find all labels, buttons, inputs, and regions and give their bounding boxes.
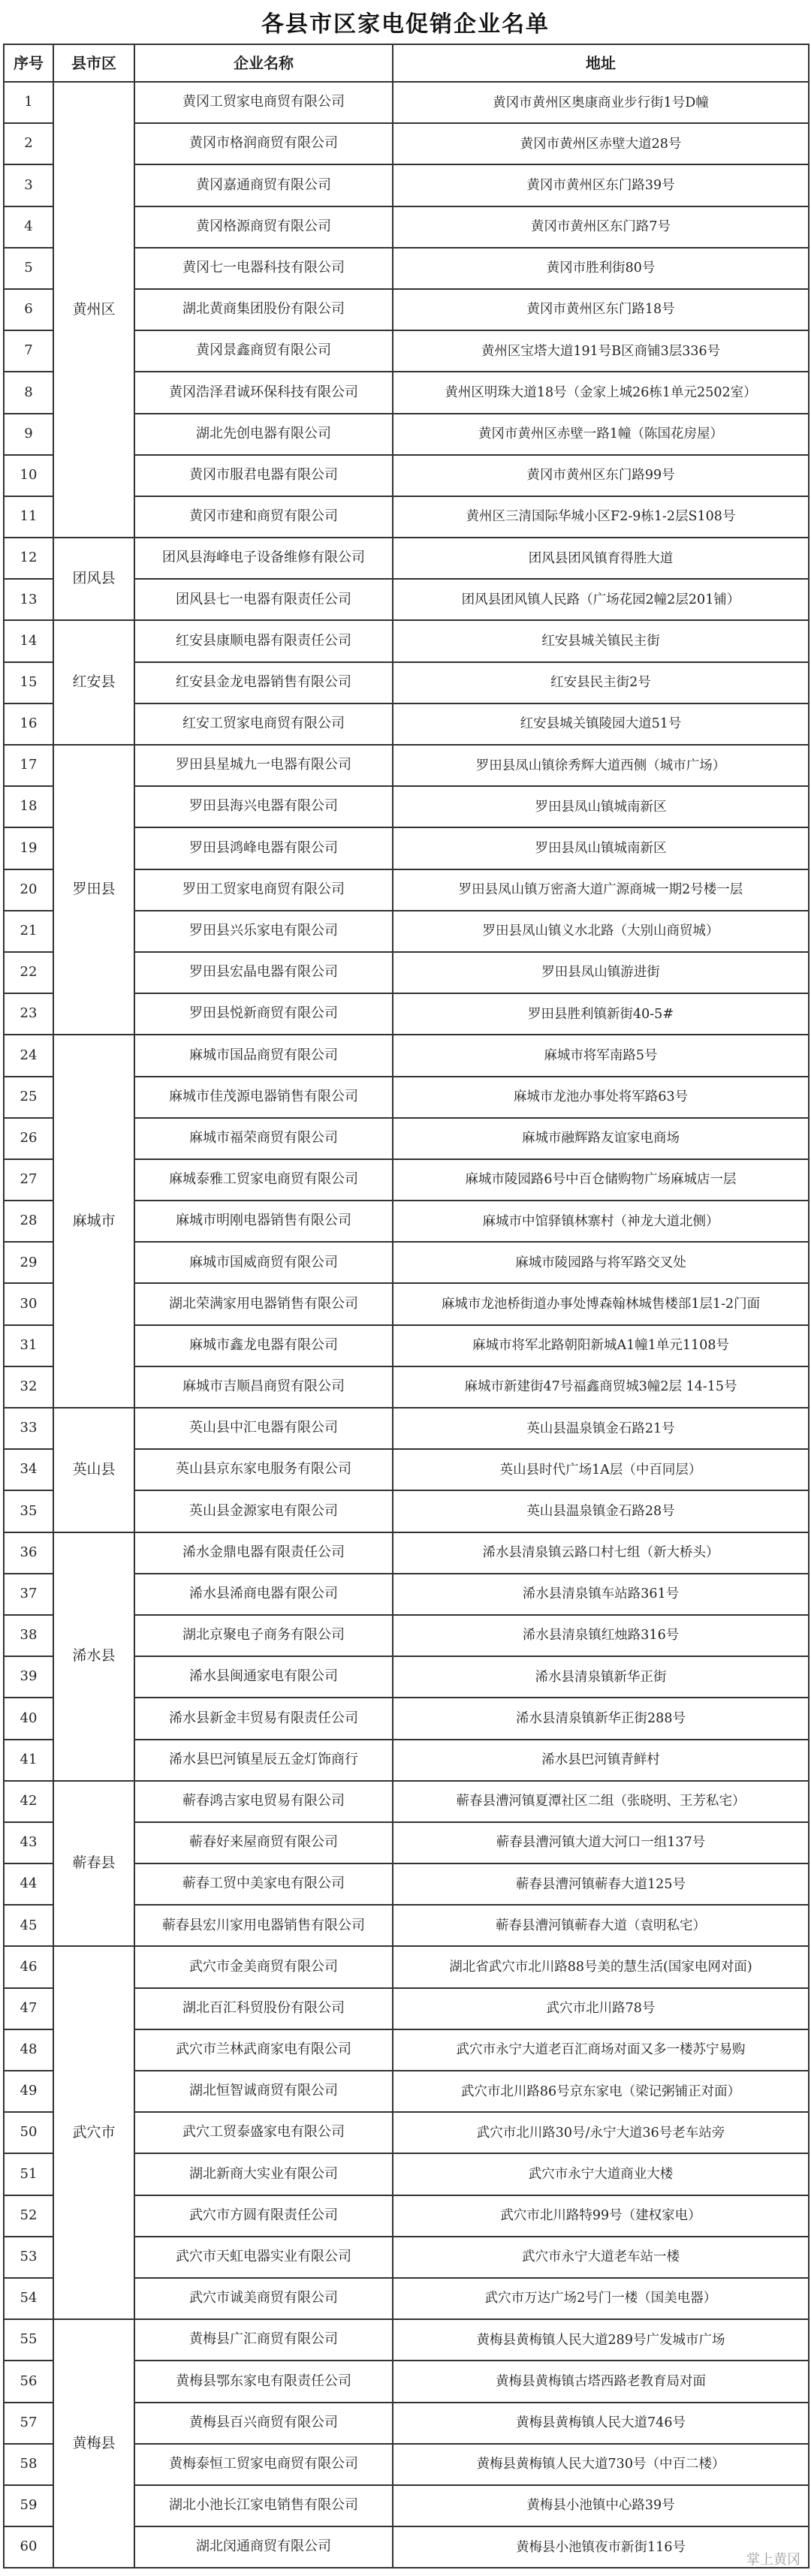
company-name: 团风县海峰电子设备维修有限公司 (134, 538, 393, 579)
company-address: 黄州区宝塔大道191号B区商铺3层336号 (393, 330, 809, 372)
company-name: 罗田县海兴电器有限公司 (134, 786, 393, 827)
row-index: 20 (4, 869, 53, 911)
header-index: 序号 (4, 44, 53, 82)
company-name: 英山县金源家电有限公司 (134, 1490, 393, 1532)
company-name: 罗田县星城九一电器有限公司 (134, 745, 393, 786)
company-address: 麻城市陵园路与将军路交叉处 (393, 1242, 809, 1283)
company-name: 罗田县兴乐家电有限公司 (134, 911, 393, 952)
company-name: 英山县京东家电服务有限公司 (134, 1449, 393, 1490)
company-name: 英山县中汇电器有限公司 (134, 1408, 393, 1449)
company-address: 黄冈市黄州区赤壁一路1幢（陈国花房屋） (393, 414, 809, 455)
company-address: 团风县团风镇育得胜大道 (393, 538, 809, 579)
company-address: 麻城市新建街47号福鑫商贸城3幢2层 14-15号 (393, 1366, 809, 1408)
company-name: 湖北闵通商贸有限公司 (134, 2526, 393, 2568)
county-cell: 红安县 (53, 620, 134, 745)
company-name: 黄冈市服君电器有限公司 (134, 455, 393, 496)
company-address: 武穴市万达广场2号门一楼（国美电器） (393, 2278, 809, 2319)
header-company: 企业名称 (134, 44, 393, 82)
row-index: 27 (4, 1159, 53, 1201)
table-row (4, 1946, 809, 1987)
header-address: 地址 (393, 44, 809, 82)
row-index: 6 (4, 289, 53, 330)
company-name: 麻城市吉顺昌商贸有限公司 (134, 1366, 393, 1408)
company-address: 麻城市将军南路5号 (393, 1035, 809, 1076)
company-address: 罗田县胜利镇新街40-5# (393, 993, 809, 1035)
company-address: 红安县民主街2号 (393, 662, 809, 704)
company-address: 黄梅县小池镇夜市新街116号 (393, 2526, 809, 2568)
row-index: 25 (4, 1077, 53, 1118)
row-index: 9 (4, 414, 53, 455)
row-index: 23 (4, 993, 53, 1035)
company-name: 麻城市明刚电器销售有限公司 (134, 1201, 393, 1242)
row-index: 24 (4, 1035, 53, 1076)
company-address: 蕲春县漕河镇蕲春大道（袁明私宅） (393, 1905, 809, 1946)
table-row (4, 745, 809, 786)
row-index: 60 (4, 2526, 53, 2568)
company-address: 蕲春县漕河镇夏潭社区二组（张晓明、王芳私宅） (393, 1781, 809, 1822)
row-index: 32 (4, 1366, 53, 1408)
company-address: 罗田县凤山镇徐秀辉大道西侧（城市广场） (393, 745, 809, 786)
company-name: 浠水县巴河镇星辰五金灯饰商行 (134, 1740, 393, 1781)
company-address: 浠水县清泉镇红烛路316号 (393, 1615, 809, 1656)
company-address: 黄冈市胜利街80号 (393, 248, 809, 289)
row-index: 49 (4, 2071, 53, 2112)
company-address: 黄冈市黄州区赤壁大道28号 (393, 123, 809, 164)
company-address: 英山县时代广场1A层（中百同层） (393, 1449, 809, 1490)
company-address: 英山县温泉镇金石路28号 (393, 1490, 809, 1532)
company-name: 罗田县鸿峰电器有限公司 (134, 827, 393, 869)
company-address: 罗田县凤山镇城南新区 (393, 827, 809, 869)
company-name: 浠水县闽通家电有限公司 (134, 1656, 393, 1698)
table-row (4, 1408, 809, 1449)
company-address: 湖北省武穴市北川路88号美的慧生活(国家电网对面) (393, 1946, 809, 1987)
company-name: 麻城市佳茂源电器销售有限公司 (134, 1077, 393, 1118)
row-index: 22 (4, 952, 53, 993)
row-index: 41 (4, 1740, 53, 1781)
table-row (4, 1532, 809, 1574)
table-row (4, 82, 809, 123)
company-name: 黄梅县百兴商贸有限公司 (134, 2403, 393, 2444)
company-name: 湖北先创电器有限公司 (134, 414, 393, 455)
company-address: 黄州区三清国际华城小区F2-9栋1-2层S108号 (393, 496, 809, 538)
company-name: 湖北百汇科贸股份有限公司 (134, 1988, 393, 2029)
page-title: 各县市区家电促销企业名单 (261, 11, 550, 38)
row-index: 56 (4, 2361, 53, 2402)
row-index: 48 (4, 2029, 53, 2071)
company-name: 武穴市天虹电器实业有限公司 (134, 2237, 393, 2278)
company-name: 红安县康顺电器有限责任公司 (134, 620, 393, 661)
company-name: 麻城市鑫龙电器有限公司 (134, 1325, 393, 1366)
company-name: 蕲春县宏川家用电器销售有限公司 (134, 1905, 393, 1946)
table-body (4, 82, 809, 2568)
company-address: 英山县温泉镇金石路21号 (393, 1408, 809, 1449)
row-index: 58 (4, 2444, 53, 2485)
company-name: 武穴市金美商贸有限公司 (134, 1946, 393, 1987)
company-address: 麻城市龙池桥街道办事处博森翰林城售楼部1层1-2门面 (393, 1283, 809, 1324)
row-index: 11 (4, 496, 53, 538)
county-cell: 团风县 (53, 538, 134, 620)
row-index: 26 (4, 1118, 53, 1159)
row-index: 45 (4, 1905, 53, 1946)
company-name: 红安工贸家电商贸有限公司 (134, 704, 393, 745)
company-address: 黄梅县黄梅镇古塔西路老教育局对面 (393, 2361, 809, 2402)
company-name: 罗田县宏晶电器有限公司 (134, 952, 393, 993)
company-name: 黄冈工贸家电商贸有限公司 (134, 82, 393, 123)
company-address: 浠水县巴河镇青鲜村 (393, 1740, 809, 1781)
county-cell: 黄州区 (53, 82, 134, 538)
row-index: 42 (4, 1781, 53, 1822)
row-index: 1 (4, 82, 53, 123)
row-index: 28 (4, 1201, 53, 1242)
row-index: 4 (4, 206, 53, 248)
row-index: 43 (4, 1822, 53, 1863)
company-name: 武穴市方圆有限责任公司 (134, 2195, 393, 2237)
company-name: 团风县七一电器有限责任公司 (134, 579, 393, 620)
watermark: 掌上黄冈 (746, 2552, 800, 2568)
company-name: 武穴工贸泰盛家电有限公司 (134, 2112, 393, 2153)
row-index: 18 (4, 786, 53, 827)
company-address: 武穴市永宁大道老车站一楼 (393, 2237, 809, 2278)
row-index: 59 (4, 2485, 53, 2526)
row-index: 37 (4, 1574, 53, 1615)
row-index: 12 (4, 538, 53, 579)
company-address: 罗田县凤山镇游进街 (393, 952, 809, 993)
row-index: 51 (4, 2153, 53, 2195)
row-index: 36 (4, 1532, 53, 1574)
company-address: 红安县城关镇陵园大道51号 (393, 704, 809, 745)
company-address: 黄州区明珠大道18号（金家上城26栋1单元2502室） (393, 372, 809, 413)
row-index: 46 (4, 1946, 53, 1987)
row-index: 40 (4, 1698, 53, 1739)
header-row (4, 44, 809, 82)
company-address: 麻城市龙池办事处将军路63号 (393, 1077, 809, 1118)
row-index: 50 (4, 2112, 53, 2153)
company-address: 黄梅县黄梅镇人民大道746号 (393, 2403, 809, 2444)
company-name: 浠水县浠商电器有限公司 (134, 1574, 393, 1615)
company-address: 罗田县凤山镇城南新区 (393, 786, 809, 827)
row-index: 8 (4, 372, 53, 413)
row-index: 16 (4, 704, 53, 745)
row-index: 53 (4, 2237, 53, 2278)
row-index: 55 (4, 2319, 53, 2361)
company-address: 团风县团风镇人民路（广场花园2幢2层201铺） (393, 579, 809, 620)
row-index: 31 (4, 1325, 53, 1366)
company-address: 麻城市融辉路友谊家电商场 (393, 1118, 809, 1159)
row-index: 39 (4, 1656, 53, 1698)
company-address: 蕲春县漕河镇蕲春大道125号 (393, 1863, 809, 1905)
row-index: 57 (4, 2403, 53, 2444)
row-index: 5 (4, 248, 53, 289)
company-name: 麻城市福荣商贸有限公司 (134, 1118, 393, 1159)
row-index: 54 (4, 2278, 53, 2319)
company-address: 浠水县清泉镇新华正街288号 (393, 1698, 809, 1739)
company-address: 黄梅县黄梅镇人民大道289号广发城市广场 (393, 2319, 809, 2361)
county-cell: 麻城市 (53, 1035, 134, 1408)
company-address: 蕲春县漕河镇大道大河口一组137号 (393, 1822, 809, 1863)
company-name: 黄冈市建和商贸有限公司 (134, 496, 393, 538)
county-cell: 黄梅县 (53, 2319, 134, 2568)
company-address: 浠水县清泉镇新华正街 (393, 1656, 809, 1698)
company-address: 黄冈市黄州区东门路18号 (393, 289, 809, 330)
enterprise-table (3, 44, 809, 2568)
company-address: 武穴市北川路78号 (393, 1988, 809, 2029)
company-address: 武穴市北川路30号/永宁大道36号老车站旁 (393, 2112, 809, 2153)
company-name: 蕲春鸿吉家电贸易有限公司 (134, 1781, 393, 1822)
company-name: 浠水县新金丰贸易有限责任公司 (134, 1698, 393, 1739)
row-index: 47 (4, 1988, 53, 2029)
row-index: 17 (4, 745, 53, 786)
company-name: 黄冈格源商贸有限公司 (134, 206, 393, 248)
company-name: 黄梅泰恒工贸家电商贸有限公司 (134, 2444, 393, 2485)
company-address: 武穴市北川路特99号（建权家电） (393, 2195, 809, 2237)
company-address: 浠水县清泉镇车站路361号 (393, 1574, 809, 1615)
company-name: 湖北荣满家用电器销售有限公司 (134, 1283, 393, 1324)
row-index: 15 (4, 662, 53, 704)
row-index: 21 (4, 911, 53, 952)
row-index: 44 (4, 1863, 53, 1905)
company-name: 湖北小池长江家电销售有限公司 (134, 2485, 393, 2526)
row-index: 13 (4, 579, 53, 620)
company-name: 浠水金鼎电器有限责任公司 (134, 1532, 393, 1574)
company-name: 湖北京聚电子商务有限公司 (134, 1615, 393, 1656)
company-address: 麻城市中馆驿镇林寨村（神龙大道北侧） (393, 1201, 809, 1242)
row-index: 7 (4, 330, 53, 372)
company-name: 麻城市国威商贸有限公司 (134, 1242, 393, 1283)
header-county: 县市区 (53, 44, 134, 82)
row-index: 14 (4, 620, 53, 661)
county-cell: 蕲春县 (53, 1781, 134, 1947)
company-name: 麻城市国品商贸有限公司 (134, 1035, 393, 1076)
row-index: 38 (4, 1615, 53, 1656)
company-address: 浠水县清泉镇云路口村七组（新大桥头） (393, 1532, 809, 1574)
county-cell: 浠水县 (53, 1532, 134, 1781)
company-address: 罗田县凤山镇万密斋大道广源商城一期2号楼一层 (393, 869, 809, 911)
company-name: 黄冈景鑫商贸有限公司 (134, 330, 393, 372)
company-name: 黄梅县鄂东家电有限责任公司 (134, 2361, 393, 2402)
county-cell: 英山县 (53, 1408, 134, 1532)
company-name: 黄冈七一电器科技有限公司 (134, 248, 393, 289)
company-address: 武穴市永宁大道老百汇商场对面又多一楼苏宁易购 (393, 2029, 809, 2071)
company-address: 黄冈市黄州区东门路39号 (393, 164, 809, 206)
company-address: 红安县城关镇民主街 (393, 620, 809, 661)
company-address: 麻城市陵园路6号中百仓储购物广场麻城店一层 (393, 1159, 809, 1201)
row-index: 52 (4, 2195, 53, 2237)
company-name: 黄冈浩泽君诚环保科技有限公司 (134, 372, 393, 413)
county-cell: 罗田县 (53, 745, 134, 1035)
company-name: 红安县金龙电器销售有限公司 (134, 662, 393, 704)
row-index: 2 (4, 123, 53, 164)
company-address: 黄冈市黄州区东门路99号 (393, 455, 809, 496)
row-index: 35 (4, 1490, 53, 1532)
table-row (4, 620, 809, 661)
company-name: 罗田工贸家电商贸有限公司 (134, 869, 393, 911)
company-name: 罗田县悦新商贸有限公司 (134, 993, 393, 1035)
table-row (4, 2319, 809, 2361)
company-address: 黄梅县黄梅镇人民大道730号（中百二楼） (393, 2444, 809, 2485)
row-index: 3 (4, 164, 53, 206)
company-name: 黄冈市格润商贸有限公司 (134, 123, 393, 164)
row-index: 33 (4, 1408, 53, 1449)
table-row (4, 1781, 809, 1822)
company-name: 武穴市兰林武商家电有限公司 (134, 2029, 393, 2071)
company-name: 黄冈嘉通商贸有限公司 (134, 164, 393, 206)
company-name: 麻城泰雅工贸家电商贸有限公司 (134, 1159, 393, 1201)
county-cell: 武穴市 (53, 1946, 134, 2319)
company-address: 麻城市将军北路朝阳新城A1幢1单元1108号 (393, 1325, 809, 1366)
table-row (4, 538, 809, 579)
company-name: 蕲春工贸中美家电有限公司 (134, 1863, 393, 1905)
row-index: 29 (4, 1242, 53, 1283)
company-name: 蕲春好来屋商贸有限公司 (134, 1822, 393, 1863)
table-row (4, 1035, 809, 1076)
company-address: 罗田县凤山镇义水北路（大别山商贸城） (393, 911, 809, 952)
company-address: 黄冈市黄州区奥康商业步行街1号D幢 (393, 82, 809, 123)
company-name: 黄梅县广汇商贸有限公司 (134, 2319, 393, 2361)
company-address: 武穴市永宁大道商业大楼 (393, 2153, 809, 2195)
row-index: 34 (4, 1449, 53, 1490)
company-address: 黄冈市黄州区东门路7号 (393, 206, 809, 248)
row-index: 19 (4, 827, 53, 869)
company-name: 武穴市诚美商贸有限公司 (134, 2278, 393, 2319)
company-name: 湖北黄商集团股份有限公司 (134, 289, 393, 330)
company-name: 湖北恒智诚商贸有限公司 (134, 2071, 393, 2112)
company-name: 湖北新商大实业有限公司 (134, 2153, 393, 2195)
row-index: 10 (4, 455, 53, 496)
company-address: 黄梅县小池镇中心路39号 (393, 2485, 809, 2526)
row-index: 30 (4, 1283, 53, 1324)
company-address: 武穴市北川路86号京东家电（梁记粥铺正对面） (393, 2071, 809, 2112)
